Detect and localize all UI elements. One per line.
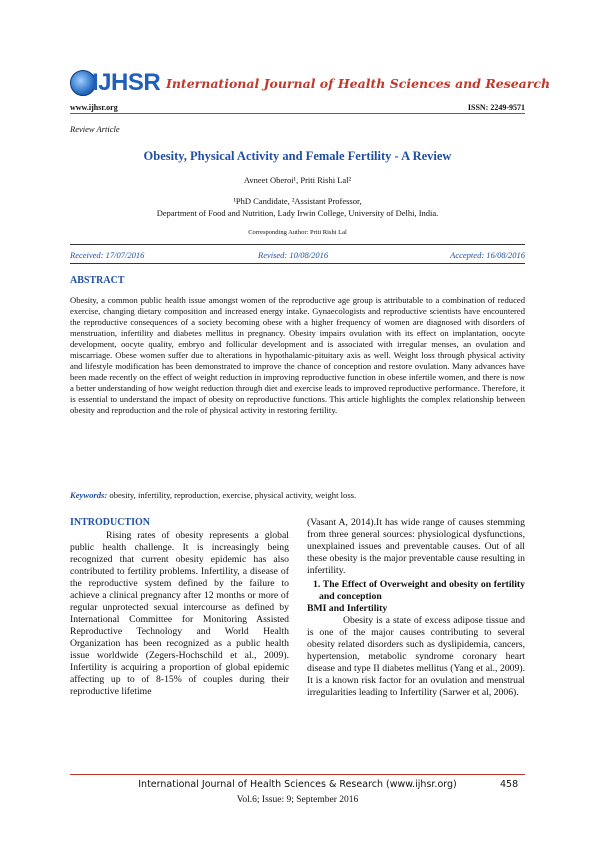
header-divider <box>70 113 525 114</box>
journal-logo <box>70 70 162 96</box>
intro-paragraph: Rising rates of obesity represents a global public health challenge. It is increasingly being recognized that current obesity epidemic has also contributed to fertility problems. Infertility, a disease of the reproductive system defined by the failure to achieve a clinical pregnancy after 12 months or more of regular unprotected sexual intercourse as defined by International Committee for Monitoring Assisted Reproductive Technology and World Health Organization has been recognized as a public health issue worldwide (Zegers-Hochschild et al., 2009). Infertility is acquiring a proportion of global epidemic affecting up to of 8-15% of couples during their reproductive lifetime <box>70 530 289 697</box>
website-link[interactable]: www.ijhsr.org <box>70 103 118 112</box>
keywords-label: Keywords: <box>70 490 108 500</box>
received-date: Received: 17/07/2016 <box>70 250 145 260</box>
introduction-heading: INTRODUCTION <box>70 517 151 528</box>
dates-divider-top <box>70 244 525 245</box>
footer-journal: International Journal of Health Sciences & Research (www.ijhsr.org) <box>138 779 457 790</box>
footer-divider <box>70 774 525 775</box>
dates-divider-bottom <box>70 263 525 264</box>
subsection-heading: BMI and Infertility <box>307 603 388 614</box>
revised-date: Revised: 10/08/2016 <box>258 250 329 260</box>
accepted-date: Accepted: 16/08/2016 <box>450 250 525 260</box>
article-title: Obesity, Physical Activity and Female Fertility - A Review <box>143 149 452 163</box>
journal-name: International Journal of Health Sciences and Research <box>166 76 551 91</box>
column-left <box>70 530 289 698</box>
affiliation-roles: ¹PhD Candidate, ²Assistant Professor, <box>233 196 362 206</box>
article-type: Review Article <box>70 124 120 134</box>
column-right <box>307 517 525 699</box>
section-heading: 1. The Effect of Overweight and obesity on fertility and conception <box>313 579 525 602</box>
footer-issue: Vol.6; Issue: 9; September 2016 <box>236 795 359 805</box>
logo-text: IJHSR <box>92 69 161 96</box>
authors: Avneet Oberoi¹, Priti Rishi Lal² <box>243 175 352 185</box>
affiliation-department: Department of Food and Nutrition, Lady Irwin College, University of Delhi, India. <box>156 208 439 218</box>
keywords-list: obesity, infertility, reproduction, exercise, physical activity, weight loss. <box>107 490 357 500</box>
section-paragraph: Obesity is a state of excess adipose tissue and is one of the major causes contributing to several obesity related disorders such as dyslipidemia, cancers, hypertension, metabolic syndrome coronary heart disease and type II diabetes mellitus (Yang et al., 2009). It is a known risk factor for an ovulation and menstrual irregularities leading to Infertility (Sarwer et al, 2006). <box>307 615 525 698</box>
abstract-text: Obesity, a common public health issue amongst women of the reproductive age group is attributable to a combination of reduced exercise, changing dietary composition and increased energy intake. Gynaecologists and reproductive scientists have encountered the reproductive consequences of a society becoming obese with a higher frequency of women are diagnosed with disorders of menstruation, infertility and diabetes mellitus in pregnancy. Obesity impairs ovulation with its effect on implantation, oocyte development, oocyte quality, embryo and follicular development and is associated with irregular menses, an ovulation and miscarriage. Obese women suffer due to alterations in hypothalamic-pituitary axis as well. Weight loss through physical activity and lifestyle modification has been demonstrated to improve the chance of conception and restore ovulation. Many advances have been made recently on the effect of weight reduction in improving reproductive function in obese infertile women, and there is now a better understanding of how weight reduction through diet and exercise leads to improved reproductive performance. Therefore, it is essential to understand the impact of obesity on reproductive functions. This article highlights the complex relationship between obesity and reproduction and the role of physical activity in restoring fertility. <box>70 295 525 415</box>
intro-paragraph-continued: (Vasant A, 2014).It has wide range of causes stemming from three general sources: physiological dysfunctions, unexplained issues and preventable causes. Out of all these obesity is the major preventable cause resulting in infertility. <box>307 517 525 576</box>
abstract-heading: ABSTRACT <box>70 275 125 286</box>
keywords <box>70 490 525 500</box>
page-number: 458 <box>500 779 519 790</box>
issn: ISSN: 2249-9571 <box>467 103 525 112</box>
corresponding-author: Corresponding Author: Priti Rishi Lal <box>248 229 347 236</box>
